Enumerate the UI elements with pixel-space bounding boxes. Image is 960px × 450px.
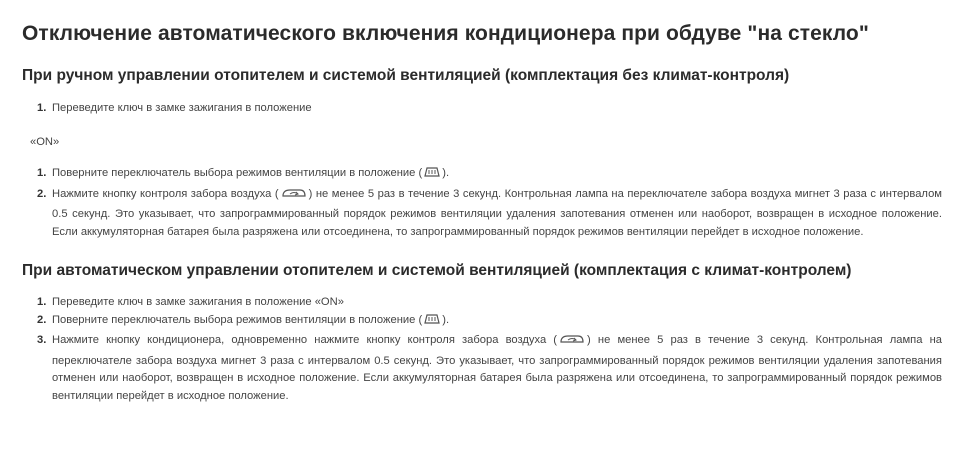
section-heading-manual: При ручном управлении отопителем и системой вентиляцией (комплектация без климат-контроля)	[22, 67, 790, 84]
step-number: 1.	[37, 102, 47, 114]
step-text: ).	[442, 313, 450, 326]
step-text: Переведите ключ в замке зажигания в положение	[52, 102, 312, 114]
ignition-on-text: «ON»	[30, 135, 60, 148]
step-number: 1.	[37, 296, 47, 308]
step-number: 2.	[37, 187, 47, 200]
air-recirculation-icon	[558, 332, 586, 353]
step-text: ) не менее 5 раз в течение 3 секунд. Контрольная лампа на переключателе забора воздуха мигнет 3 раза с интервалом 0.5 секунд. Это указывает, что запрограммированный порядок режимов вентиляции удаления запотевания отменен или наоборот, возвращен в исходное положение. Если аккумуляторная батарея была разряжена или отсоединена, то запрограммированный порядок режимов вентиляции перейдет в исходное положение.	[52, 187, 943, 238]
windshield-defrost-icon	[423, 312, 441, 333]
section-heading-auto: При автоматическом управлении отопителем и системой вентиляцией (комплектация с климат-контролем)	[22, 262, 852, 279]
auto-step-list	[22, 294, 942, 405]
step-text: Поверните переключатель выбора режимов вентиляции в положение (	[52, 313, 423, 326]
list-item	[22, 165, 942, 186]
step-text: Нажмите кнопку контроля забора воздуха (	[52, 187, 279, 200]
list-item	[22, 312, 942, 333]
list-item	[22, 332, 942, 405]
step-text: Переведите ключ в замке зажигания в положение «ON»	[52, 296, 344, 308]
step-number: 3.	[37, 334, 47, 346]
step-text: Поверните переключатель выбора режимов вентиляции в положение (	[52, 167, 423, 179]
step-number: 1.	[37, 167, 47, 179]
windshield-defrost-icon	[423, 165, 441, 186]
step-text: Нажмите кнопку кондиционера, одновременно нажмите кнопку контроля забора воздуха (	[52, 334, 558, 346]
list-item	[22, 294, 942, 312]
step-number: 2.	[37, 313, 47, 326]
page-title: Отключение автоматического включения кондиционера при обдуве "на стекло"	[22, 22, 869, 45]
manual-step-list-a	[22, 100, 942, 118]
list-item	[22, 100, 942, 118]
list-item	[22, 186, 942, 242]
step-text: ) не менее 5 раз в течение 3 секунд. Контрольная лампа на переключателе забора воздуха мигнет 3 раза с интервалом 0.5 секунд. Это указывает, что запрограммированный порядок режимов вентиляции удаления запотевания отменен или наоборот, возвращен в исходное положение. Если аккумуляторная батарея была разряжена или отсоединена, то запрограммированный порядок режимов вентиляции перейдет в исходное положение.	[52, 334, 942, 402]
manual-step-list-b	[22, 165, 942, 241]
step-text: ).	[442, 167, 450, 179]
air-recirculation-icon	[280, 186, 308, 207]
